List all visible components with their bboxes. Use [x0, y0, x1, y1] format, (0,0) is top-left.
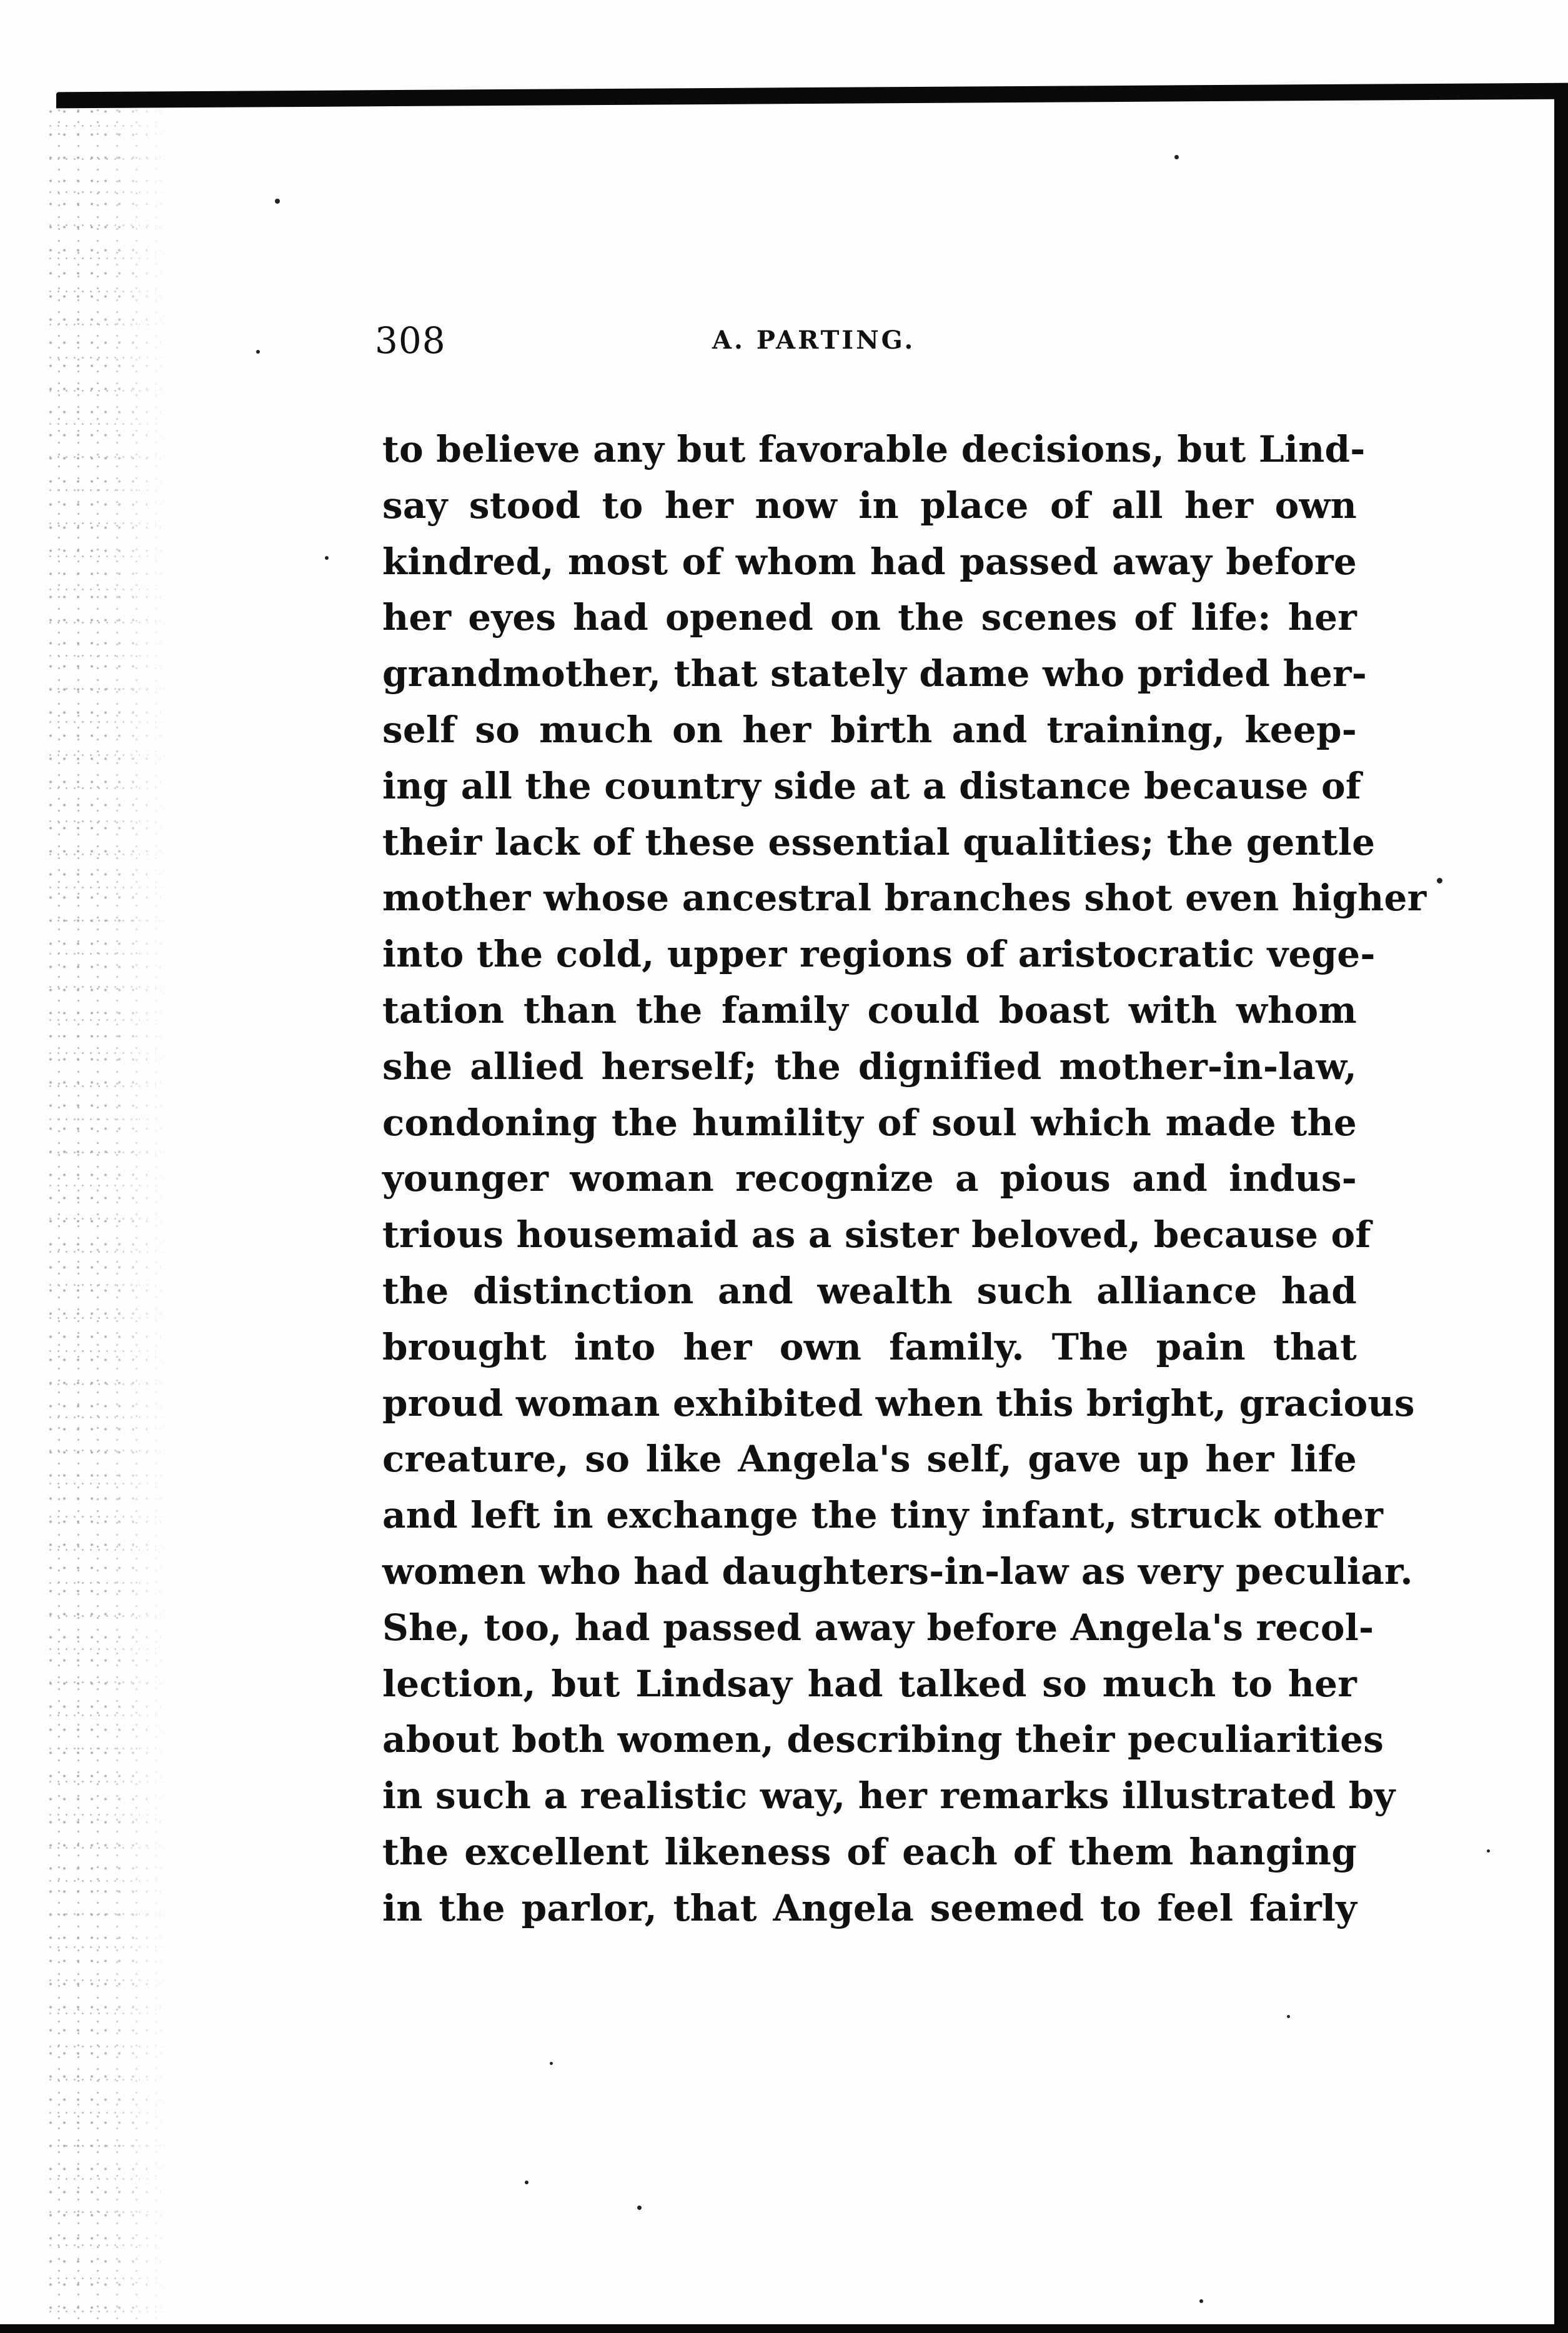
binding-margin [44, 100, 169, 2324]
text-line: in the parlor, that Angela seemed to feel fairly [382, 1886, 1357, 1929]
page-number: 308 [375, 319, 446, 362]
text-line: tation than the family could boast with whom [382, 988, 1357, 1032]
text-line: self so much on her birth and training, keep- [382, 708, 1357, 751]
text-line: She, too, had passed away before Angela's recol- [382, 1606, 1374, 1649]
text-line: kindred, most of whom had passed away before [382, 540, 1357, 583]
scan-speck [525, 2181, 528, 2184]
text-line: and left in exchange the tiny infant, struck other [382, 1494, 1384, 1537]
text-line: in such a realistic way, her remarks illustrated by [382, 1774, 1396, 1818]
scan-speck [256, 350, 260, 354]
page-bottom-edge [0, 2324, 1568, 2333]
scan-speck [550, 2062, 553, 2065]
text-line: their lack of these essential qualities; the gentle [382, 820, 1376, 863]
text-line: creature, so like Angela's self, gave up her life [382, 1438, 1357, 1481]
scan-speck [1487, 1849, 1490, 1853]
running-title: A. PARTING. [712, 326, 916, 355]
text-line: her eyes had opened on the scenes of life: her [382, 596, 1357, 639]
text-line: about both women, describing their peculiarities [382, 1718, 1384, 1761]
scan-speck [1437, 878, 1442, 883]
text-line: brought into her own family. The pain that [382, 1325, 1357, 1368]
page-right-edge [1554, 94, 1568, 2324]
text-line: the excellent likeness of each of them hanging [382, 1830, 1357, 1873]
scan-speck [1174, 155, 1179, 159]
text-line: proud woman exhibited when this bright, gracious [382, 1381, 1415, 1425]
text-line: condoning the humility of soul which made the [382, 1101, 1357, 1144]
text-line: into the cold, upper regions of aristocratic vege- [382, 933, 1376, 976]
running-head [375, 312, 1187, 369]
text-line: trious housemaid as a sister beloved, because of [382, 1213, 1371, 1256]
text-line: mother whose ancestral branches shot even higher [382, 877, 1427, 920]
scan-speck [275, 199, 280, 204]
text-line: younger woman recognize a pious and indus- [382, 1157, 1357, 1200]
text-line: the distinction and wealth such alliance had [382, 1269, 1357, 1312]
text-line: to believe any but favorable decisions, but Lind- [382, 428, 1366, 470]
scan-speck [1287, 2015, 1290, 2018]
text-line: ing all the country side at a distance because of [382, 764, 1361, 807]
page-top-edge [56, 83, 1568, 109]
scan-speck [637, 2206, 642, 2210]
text-line: grandmother, that stately dame who prided her- [382, 652, 1367, 695]
text-line: she allied herself; the dignified mother-in-law, [382, 1045, 1357, 1088]
text-line: lection, but Lindsay had talked so much to her [382, 1662, 1357, 1705]
scan-speck [1199, 2299, 1203, 2303]
body-text [382, 422, 1427, 1937]
text-line: say stood to her now in place of all her own [382, 484, 1357, 527]
scan-speck [325, 556, 329, 560]
text-line: women who had daughters-in-law as very peculiar. [382, 1550, 1413, 1593]
